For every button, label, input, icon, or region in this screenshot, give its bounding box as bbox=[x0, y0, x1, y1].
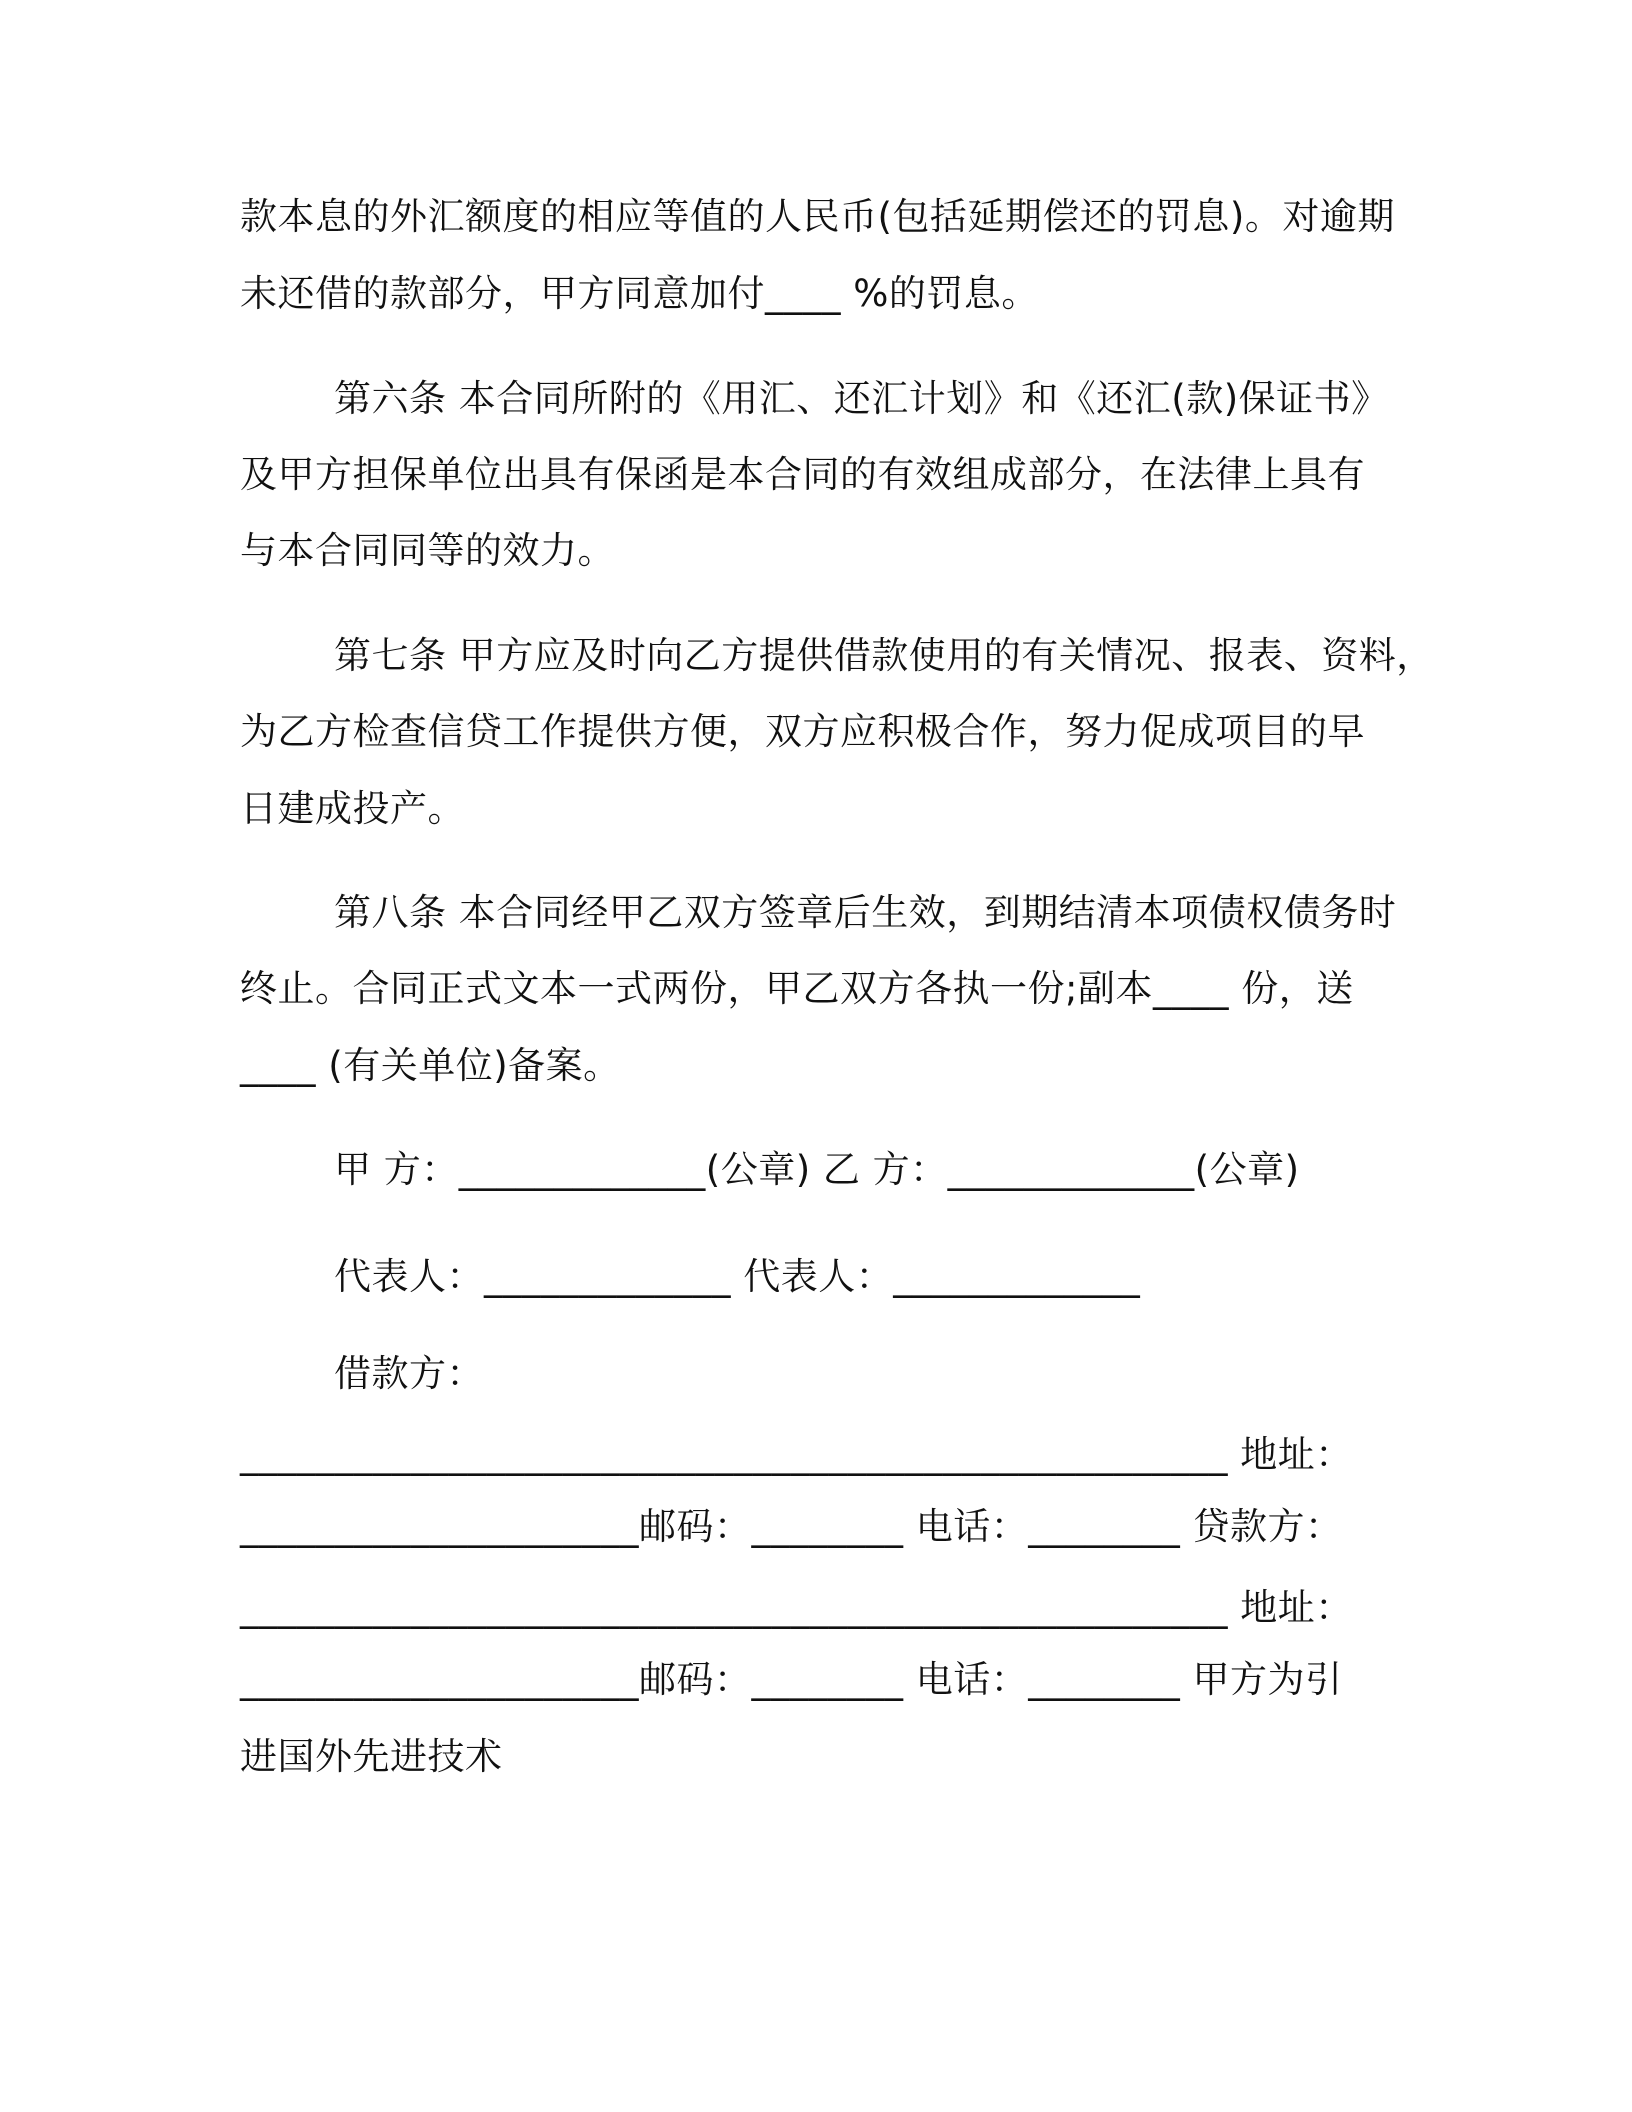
text-line: 日建成投产。 bbox=[240, 787, 465, 830]
text-line: _____________________邮码：________ 电话：________ 甲方为引 bbox=[240, 1658, 1343, 1701]
text-line: ____________________________________________________ 地址： bbox=[240, 1433, 1353, 1476]
text-line: _____________________邮码：________ 电话：________ 贷款方： bbox=[240, 1505, 1343, 1548]
text-line: 为乙方检查信贷工作提供方便，双方应积极合作，努力促成项目的早 bbox=[240, 710, 1365, 753]
text-line: 进国外先进技术 bbox=[240, 1735, 503, 1778]
text-line: 及甲方担保单位出具有保函是本合同的有效组成部分，在法律上具有 bbox=[240, 453, 1365, 496]
text-line: 第六条 本合同所附的《用汇、还汇计划》和《还汇(款)保证书》 bbox=[334, 377, 1389, 420]
text-line: ____________________________________________________ 地址： bbox=[240, 1586, 1353, 1629]
text-line: 与本合同同等的效力。 bbox=[240, 529, 615, 572]
signature-line-parties: 甲 方：_____________(公章) 乙 方：_____________(公章) bbox=[334, 1148, 1300, 1191]
borrower-label: 借款方： bbox=[334, 1352, 484, 1395]
text-line: 第七条 甲方应及时向乙方提供借款使用的有关情况、报表、资料， bbox=[334, 634, 1434, 677]
text-line: ____ (有关单位)备案。 bbox=[240, 1044, 621, 1087]
text-line: 第八条 本合同经甲乙双方签章后生效，到期结清本项债权债务时 bbox=[334, 891, 1397, 934]
text-line: 款本息的外汇额度的相应等值的人民币(包括延期偿还的罚息)。对逾期 bbox=[240, 195, 1395, 238]
text-line: 终止。合同正式文本一式两份，甲乙双方各执一份;副本____ 份，送 bbox=[240, 967, 1354, 1010]
signature-line-representatives: 代表人：_____________ 代表人：_____________ bbox=[334, 1255, 1141, 1298]
text-line: 未还借的款部分，甲方同意加付____ %的罚息。 bbox=[240, 272, 1039, 315]
